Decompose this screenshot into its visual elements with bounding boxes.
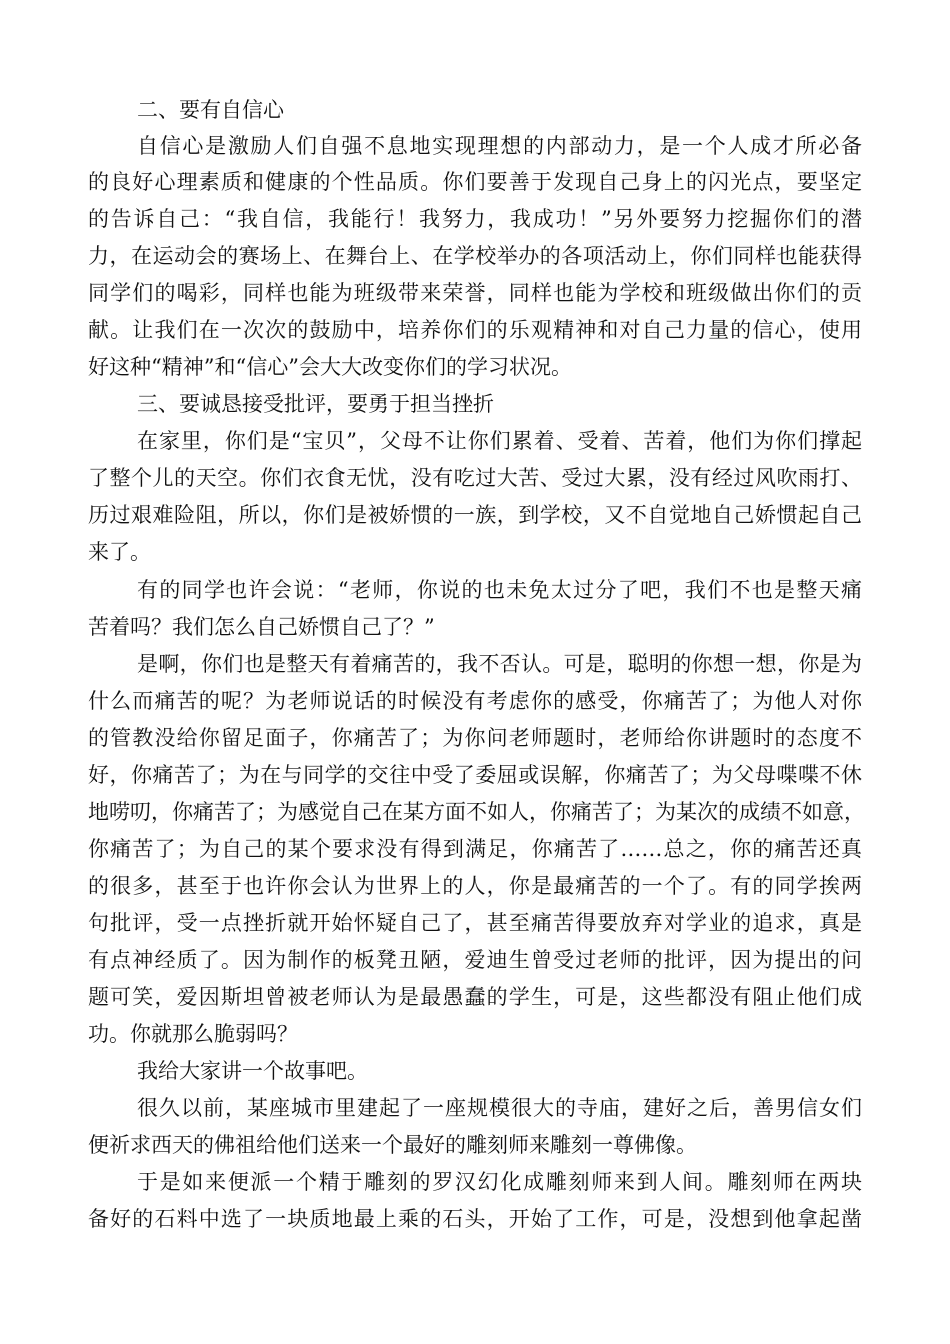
- paragraph-line: 历过艰难险阻，所以，你们是被娇惯的一族，到学校，又不自觉地自己娇惯起自己: [88, 503, 862, 527]
- paragraph-line: 题可笑，爱因斯坦曾被老师认为是最愚蠢的学生，可是，这些都没有阻止他们成: [88, 985, 862, 1009]
- paragraph-line: 苦着吗？我们怎么自己娇惯自己了？”: [88, 615, 435, 639]
- paragraph-line: 力，在运动会的赛场上、在舞台上、在学校举办的各项活动上，你们同样也能获得: [88, 244, 862, 268]
- paragraph-line: 我给大家讲一个故事吧。: [137, 1059, 368, 1083]
- paragraph-line: 很久以前，某座城市里建起了一座规模很大的寺庙，建好之后，善男信女们: [137, 1096, 862, 1120]
- paragraph-line: 在家里，你们是“宝贝”，父母不让你们累着、受着、苦着，他们为你们撑起: [137, 429, 862, 453]
- section-heading-confidence: 二、要有自信心: [137, 98, 284, 122]
- paragraph-line: 地唠叨，你痛苦了；为感觉自己在某方面不如人，你痛苦了；为某次的成绩不如意，: [88, 800, 865, 824]
- paragraph-line: 备好的石料中选了一块质地最上乘的石头，开始了工作，可是，没想到他拿起凿: [88, 1207, 862, 1231]
- paragraph-line: 自信心是激励人们自强不息地实现理想的内部动力，是一个人成才所必备: [137, 134, 862, 158]
- paragraph-line: 好，你痛苦了；为在与同学的交往中受了委屈或误解，你痛苦了；为父母喋喋不休: [88, 763, 862, 787]
- paragraph-line: 于是如来便派一个精于雕刻的罗汉幻化成雕刻师来到人间。雕刻师在两块: [137, 1170, 862, 1194]
- paragraph-line: 的良好心理素质和健康的个性品质。你们要善于发现自己身上的闪光点，要坚定: [88, 170, 862, 194]
- section-heading-criticism: 三、要诚恳接受批评，要勇于担当挫折: [137, 392, 494, 416]
- paragraph-line: 的告诉自己：“我自信，我能行！我努力，我成功！”另外要努力挖掘你们的潜: [88, 207, 862, 231]
- paragraph-line: 便祈求西天的佛祖给他们送来一个最好的雕刻师来雕刻一尊佛像。: [88, 1133, 697, 1157]
- paragraph-line: 的很多，甚至于也许你会认为世界上的人，你是最痛苦的一个了。有的同学挨两: [88, 874, 862, 898]
- paragraph-line: 献。让我们在一次次的鼓励中，培养你们的乐观精神和对自己力量的信心，使用: [88, 318, 862, 342]
- paragraph-line: 句批评，受一点挫折就开始怀疑自己了，甚至痛苦得要放弃对学业的追求，真是: [88, 911, 862, 935]
- paragraph-line: 有的同学也许会说：“老师，你说的也未免太过分了吧，我们不也是整天痛: [137, 578, 862, 602]
- paragraph-line: 是啊，你们也是整天有着痛苦的，我不否认。可是，聪明的你想一想，你是为: [137, 652, 862, 676]
- paragraph-line: 什么而痛苦的呢？为老师说话的时候没有考虑你的感受，你痛苦了；为他人对你: [88, 689, 862, 713]
- paragraph-line: 的管教没给你留足面子，你痛苦了；为你问老师题时，老师给你讲题时的态度不: [88, 726, 862, 750]
- paragraph-line: 了整个儿的天空。你们衣食无忧，没有吃过大苦、受过大累，没有经过风吹雨打、: [88, 466, 862, 490]
- paragraph-line: 有点神经质了。因为制作的板凳丑陋，爱迪生曾受过老师的批评，因为提出的问: [88, 948, 862, 972]
- paragraph-line: 你痛苦了；为自己的某个要求没有得到满足，你痛苦了……总之，你的痛苦还真: [88, 837, 862, 861]
- paragraph-line: 好这种“精神”和“信心”会大大改变你们的学习状况。: [88, 355, 572, 379]
- paragraph-line: 来了。: [88, 540, 151, 564]
- paragraph-line: 同学们的喝彩，同样也能为班级带来荣誉，同样也能为学校和班级做出你们的贡: [88, 281, 862, 305]
- paragraph-line: 功。你就那么脆弱吗？: [88, 1022, 298, 1046]
